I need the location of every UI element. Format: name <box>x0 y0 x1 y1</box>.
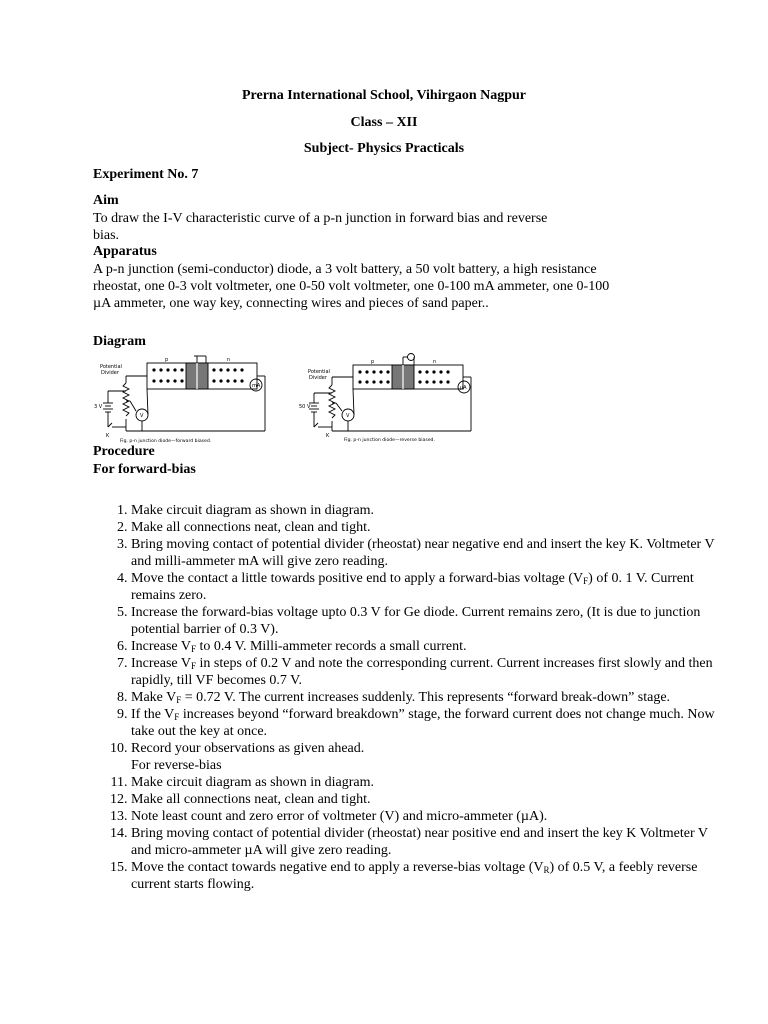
apparatus-line-1: A p-n junction (semi-conductor) diode, a 3 volt battery, a 50 volt battery, a high resistance <box>93 262 597 277</box>
fig1-battery-label: 3 V <box>94 404 103 410</box>
procedure-heading: Procedure <box>93 444 155 459</box>
fig1-voltmeter-label: V <box>140 413 144 419</box>
procedure-step: 1. Make circuit diagram as shown in diagram. <box>131 502 731 519</box>
procedure-step: 3. Bring moving contact of potential divider (rheostat) near negative end and insert the key K. Voltmeter V and milli-ammeter mA will give zero reading. <box>131 536 731 570</box>
aim-heading: Aim <box>93 193 119 208</box>
experiment-number: Experiment No. 7 <box>93 167 199 182</box>
subject-heading: Subject- Physics Practicals <box>303 141 465 156</box>
procedure-steps-list <box>93 502 731 893</box>
diagram-heading: Diagram <box>93 334 146 349</box>
fig2-voltmeter-label: V <box>346 413 350 419</box>
procedure-step: 8. Make $V_F = 0.72$ V. The current increases suddenly. This represents “forward break-down” stage. <box>131 689 731 706</box>
fig1-p-label: p <box>165 357 169 363</box>
fig1-n-label: n <box>227 357 231 363</box>
apparatus-line-2: rheostat, one 0-3 volt voltmeter, one 0-50 volt voltmeter, one 0-100 mA ammeter, one 0-100 <box>93 279 610 294</box>
aim-line-2: bias. <box>93 228 120 243</box>
reverse-bias-circuit-diagram <box>296 351 476 447</box>
procedure-step: 6. Increase $V_F$ to 0.4 V. Milli-ammeter records a small current. <box>131 638 731 655</box>
fig2-divider-label: Divider <box>309 375 327 381</box>
procedure-step: 9. If the $V_F$ increases beyond “forward breakdown” stage, the forward current does not change much. Now take out the key at once. <box>131 706 731 740</box>
procedure-step: 15. Move the contact towards negative end to apply a reverse-bias voltage $(V_R)$ of 0.5 V, a feebly reverse current starts flowing. <box>131 859 731 893</box>
fig2-key-label: K <box>326 433 330 439</box>
class-heading: Class – XII <box>350 115 418 130</box>
procedure-step: 13. Note least count and zero error of voltmeter (V) and micro-ammeter (µA). <box>131 808 731 825</box>
fig2-p-label: p <box>371 359 375 365</box>
fig1-divider-label: Divider <box>101 370 119 376</box>
procedure-step: 4. Move the contact a little towards positive end to apply a forward-bias voltage $(V_F)$ of 0. 1 V. Current remains zero. <box>131 570 731 604</box>
forward-bias-subheading: For forward-bias <box>93 462 196 477</box>
procedure-step: 12. Make all connections neat, clean and tight. <box>131 791 731 808</box>
apparatus-heading: Apparatus <box>93 244 157 259</box>
fig1-caption: Fig. p-n junction diode—forward biased. <box>120 439 212 444</box>
fig2-n-label: n <box>433 359 437 365</box>
fig1-meter-label: mA <box>252 383 261 389</box>
procedure-step: 2. Make all connections neat, clean and tight. <box>131 519 731 536</box>
procedure-step: 5. Increase the forward-bias voltage upto 0.3 V for Ge diode. Current remains zero, (It is due to junction potential barrier of 0.3 V). <box>131 604 731 638</box>
apparatus-line-3: µA ammeter, one way key, connecting wires and pieces of sand paper.. <box>93 296 489 311</box>
forward-bias-circuit-diagram <box>90 351 270 447</box>
fig2-battery-label: 50 V <box>299 404 311 410</box>
procedure-step: 11. Make circuit diagram as shown in diagram. <box>131 774 731 791</box>
procedure-step: 14. Bring moving contact of potential divider (rheostat) near positive end and insert the key K Voltmeter V and micro-ammeter µA will give zero reading. <box>131 825 731 859</box>
fig2-meter-label: µA <box>460 385 467 391</box>
fig2-caption: Fig. p-n junction diode—reverse biased. <box>344 438 435 443</box>
aim-line-1: To draw the I-V characteristic curve of a p-n junction in forward bias and reverse <box>93 211 548 226</box>
school-name: Prerna International School, Vihirgaon Nagpur <box>241 88 527 103</box>
fig1-key-label: K <box>106 433 110 439</box>
fig2-potential-label: Potential <box>308 369 330 375</box>
procedure-step: 7. Increase $V_F$ in steps of 0.2 V and note the corresponding current. Current increases first slowly and then rapidly, till VF becomes 0.7 V. <box>131 655 731 689</box>
fig1-potential-label: Potential <box>100 364 122 370</box>
procedure-step: 10. Record your observations as given ahead. For reverse-bias <box>131 740 731 774</box>
